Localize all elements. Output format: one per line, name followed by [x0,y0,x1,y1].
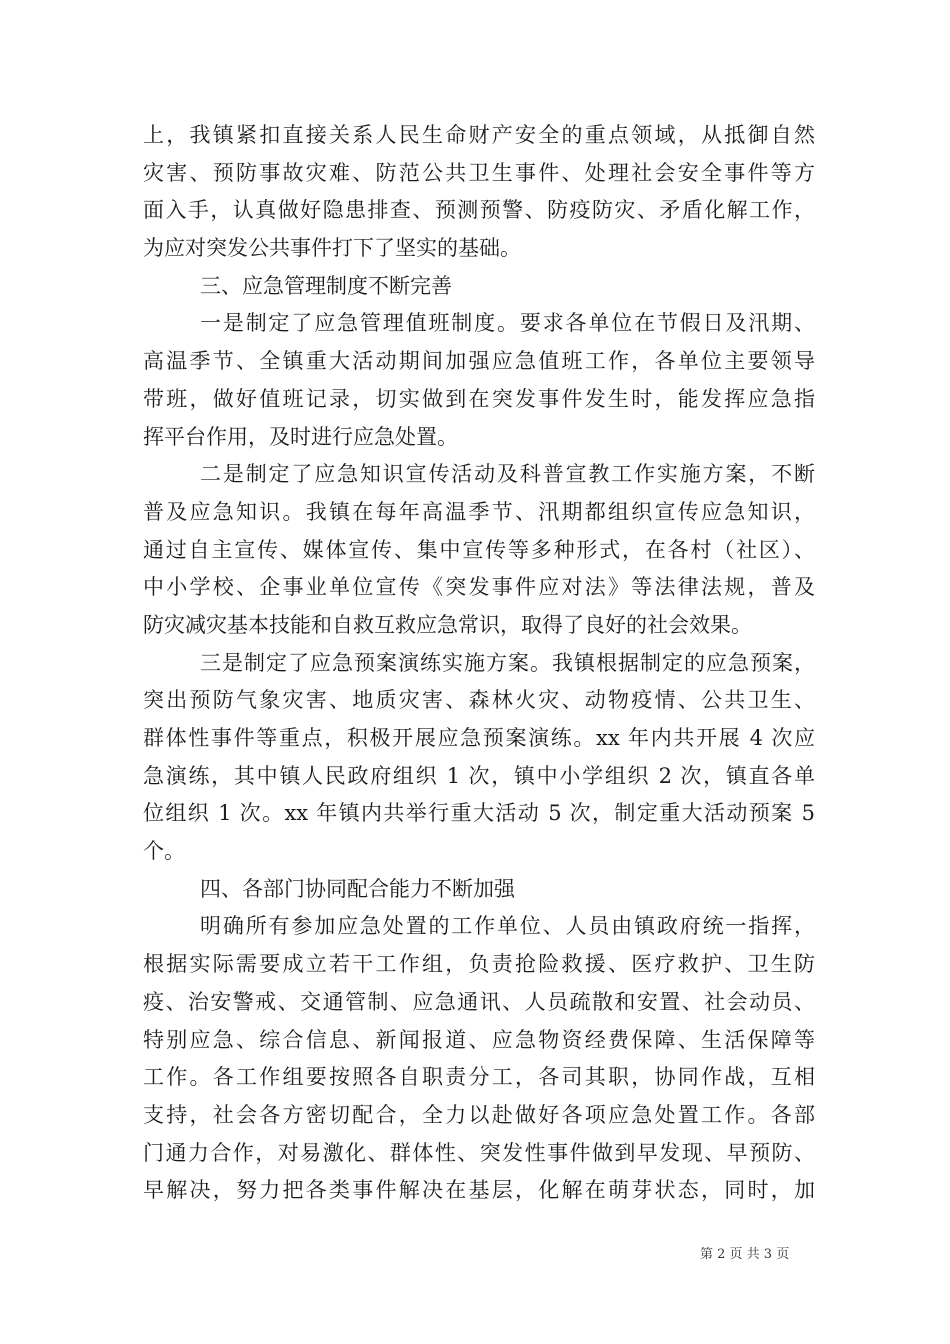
paragraph-line: 挥平台作用，及时进行应急处置。 [143,424,458,449]
paragraph-line: 通过自主宣传、媒体宣传、集中宣传等多种形式，在各村（社区）、 [143,537,815,562]
paragraph-line: 高温季节、全镇重大活动期间加强应急值班工作，各单位主要领导 [143,349,815,374]
paragraph-line: 工作。各工作组要按照各自职责分工，各司其职，协同作战，互相 [143,1065,815,1090]
paragraph-line: 一是制定了应急管理值班制度。要求各单位在节假日及汛期、 [200,311,815,336]
paragraph-line: 上，我镇紧扣直接关系人民生命财产安全的重点领域，从抵御自然 [143,123,815,147]
paragraph-line: 面入手，认真做好隐患排查、预测预警、防疫防灾、矛盾化解工作， [143,198,815,223]
paragraph-line: 二是制定了应急知识宣传活动及科普宣教工作实施方案，不断 [200,462,815,487]
paragraph-line: 普及应急知识。我镇在每年高温季节、汛期都组织宣传应急知识， [143,499,815,524]
paragraph-line: 个。 [143,839,185,864]
paragraph-line: 支持，社会各方密切配合，全力以赴做好各项应急处置工作。各部 [143,1102,815,1127]
paragraph-line: 位组织 1 次。xx 年镇内共举行重大活动 5 次，制定重大活动预案 5 [143,801,815,826]
paragraph-line: 门通力合作，对易激化、群体性、突发性事件做到早发现、早预防、 [143,1140,815,1165]
section-heading: 三、应急管理制度不断完善 [200,273,452,298]
document-body [143,117,815,1210]
paragraph-line: 群体性事件等重点，积极开展应急预案演练。xx 年内共开展 4 次应 [143,726,815,750]
paragraph-line: 明确所有参加应急处置的工作单位、人员由镇政府统一指挥， [200,914,815,939]
paragraph-line: 急演练，其中镇人民政府组织 1 次，镇中小学组织 2 次，镇直各单 [143,763,815,788]
paragraph-line: 防灾减灾基本技能和自救互救应急常识，取得了良好的社会效果。 [143,612,752,637]
paragraph-line: 中小学校、企事业单位宣传《突发事件应对法》等法律法规，普及 [143,575,815,600]
paragraph-line: 根据实际需要成立若干工作组，负责抢险救援、医疗救护、卫生防 [143,952,815,977]
paragraph-line: 带班，做好值班记录，切实做到在突发事件发生时，能发挥应急指 [143,386,815,411]
section-heading: 四、各部门协同配合能力不断加强 [200,876,515,901]
paragraph-line: 突出预防气象灾害、地质灾害、森林火灾、动物疫情、公共卫生、 [143,688,815,713]
paragraph-line: 早解决，努力把各类事件解决在基层，化解在萌芽状态，同时，加 [143,1178,815,1203]
paragraph-line: 为应对突发公共事件打下了坚实的基础。 [143,236,521,261]
paragraph-line: 灾害、预防事故灾难、防范公共卫生事件、处理社会安全事件等方 [143,160,815,185]
page-number-footer: 第 2 页 共 3 页 [700,1247,790,1262]
paragraph-line: 三是制定了应急预案演练实施方案。我镇根据制定的应急预案， [200,650,815,675]
paragraph-line: 疫、治安警戒、交通管制、应急通讯、人员疏散和安置、社会动员、 [143,989,815,1014]
paragraph-line: 特别应急、综合信息、新闻报道、应急物资经费保障、生活保障等 [143,1027,815,1052]
